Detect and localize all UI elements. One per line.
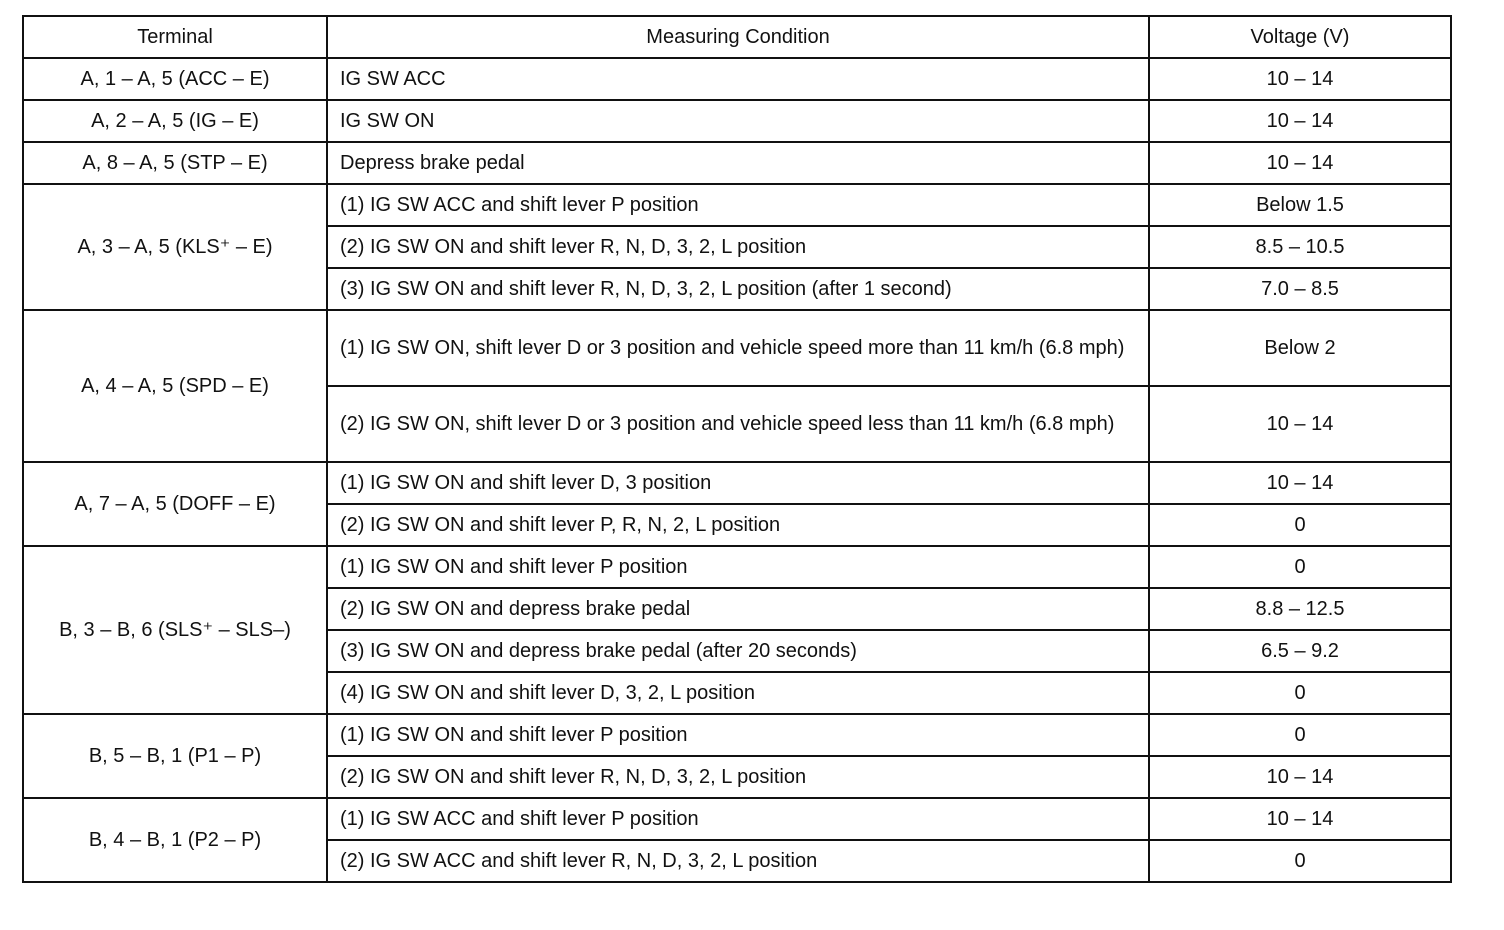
voltage-cell: 10 – 14 (1149, 58, 1451, 100)
voltage-cell: 10 – 14 (1149, 142, 1451, 184)
measuring-condition-cell: IG SW ON (327, 100, 1149, 142)
voltage-cell: 0 (1149, 840, 1451, 882)
header-row (23, 16, 1451, 58)
voltage-cell: 8.8 – 12.5 (1149, 588, 1451, 630)
voltage-cell: 0 (1149, 714, 1451, 756)
voltage-cell: 0 (1149, 546, 1451, 588)
table-row (23, 184, 1451, 226)
table-row (23, 798, 1451, 840)
measuring-condition-cell: (2) IG SW ON, shift lever D or 3 position and vehicle speed less than 11 km/h (6.8 mph) (327, 386, 1149, 462)
voltage-cell: 0 (1149, 504, 1451, 546)
terminal-cell: B, 4 – B, 1 (P2 – P) (23, 798, 327, 882)
measuring-condition-cell: (3) IG SW ON and shift lever R, N, D, 3, 2, L position (after 1 second) (327, 268, 1149, 310)
measuring-condition-cell: (1) IG SW ACC and shift lever P position (327, 184, 1149, 226)
terminal-cell: B, 3 – B, 6 (SLS⁺ – SLS–) (23, 546, 327, 714)
measuring-condition-cell: (3) IG SW ON and depress brake pedal (after 20 seconds) (327, 630, 1149, 672)
header-terminal: Terminal (23, 16, 327, 58)
voltage-cell: 10 – 14 (1149, 798, 1451, 840)
table-row (23, 714, 1451, 756)
measuring-condition-cell: Depress brake pedal (327, 142, 1149, 184)
measuring-condition-cell: (1) IG SW ON, shift lever D or 3 position and vehicle speed more than 11 km/h (6.8 mph) (327, 310, 1149, 386)
voltage-cell: 0 (1149, 672, 1451, 714)
voltage-cell: 10 – 14 (1149, 100, 1451, 142)
header-voltage: Voltage (V) (1149, 16, 1451, 58)
measuring-condition-cell: (1) IG SW ON and shift lever P position (327, 546, 1149, 588)
terminal-cell: A, 3 – A, 5 (KLS⁺ – E) (23, 184, 327, 310)
terminal-cell: B, 5 – B, 1 (P1 – P) (23, 714, 327, 798)
measuring-condition-cell: (4) IG SW ON and shift lever D, 3, 2, L position (327, 672, 1149, 714)
voltage-cell: 7.0 – 8.5 (1149, 268, 1451, 310)
measuring-condition-cell: (2) IG SW ON and depress brake pedal (327, 588, 1149, 630)
voltage-cell: 10 – 14 (1149, 386, 1451, 462)
terminal-cell: A, 1 – A, 5 (ACC – E) (23, 58, 327, 100)
table-header (23, 16, 1451, 58)
header-measuring-condition: Measuring Condition (327, 16, 1149, 58)
measuring-condition-cell: (2) IG SW ACC and shift lever R, N, D, 3, 2, L position (327, 840, 1149, 882)
voltage-cell: Below 1.5 (1149, 184, 1451, 226)
terminal-voltage-table (22, 15, 1452, 883)
measuring-condition-cell: (1) IG SW ACC and shift lever P position (327, 798, 1149, 840)
voltage-cell: 8.5 – 10.5 (1149, 226, 1451, 268)
terminal-cell: A, 2 – A, 5 (IG – E) (23, 100, 327, 142)
measuring-condition-cell: (2) IG SW ON and shift lever R, N, D, 3, 2, L position (327, 226, 1149, 268)
table-body (23, 58, 1451, 882)
terminal-cell: A, 8 – A, 5 (STP – E) (23, 142, 327, 184)
measuring-condition-cell: (1) IG SW ON and shift lever D, 3 position (327, 462, 1149, 504)
measuring-condition-cell: (1) IG SW ON and shift lever P position (327, 714, 1149, 756)
table-row (23, 142, 1451, 184)
terminal-cell: A, 4 – A, 5 (SPD – E) (23, 310, 327, 462)
table-row (23, 100, 1451, 142)
measuring-condition-cell: (2) IG SW ON and shift lever R, N, D, 3, 2, L position (327, 756, 1149, 798)
voltage-cell: 6.5 – 9.2 (1149, 630, 1451, 672)
terminal-cell: A, 7 – A, 5 (DOFF – E) (23, 462, 327, 546)
measuring-condition-cell: IG SW ACC (327, 58, 1149, 100)
voltage-cell: 10 – 14 (1149, 462, 1451, 504)
table-row (23, 58, 1451, 100)
table-row (23, 310, 1451, 386)
measuring-condition-cell: (2) IG SW ON and shift lever P, R, N, 2, L position (327, 504, 1149, 546)
table-row (23, 546, 1451, 588)
voltage-cell: 10 – 14 (1149, 756, 1451, 798)
voltage-cell: Below 2 (1149, 310, 1451, 386)
table-row (23, 462, 1451, 504)
